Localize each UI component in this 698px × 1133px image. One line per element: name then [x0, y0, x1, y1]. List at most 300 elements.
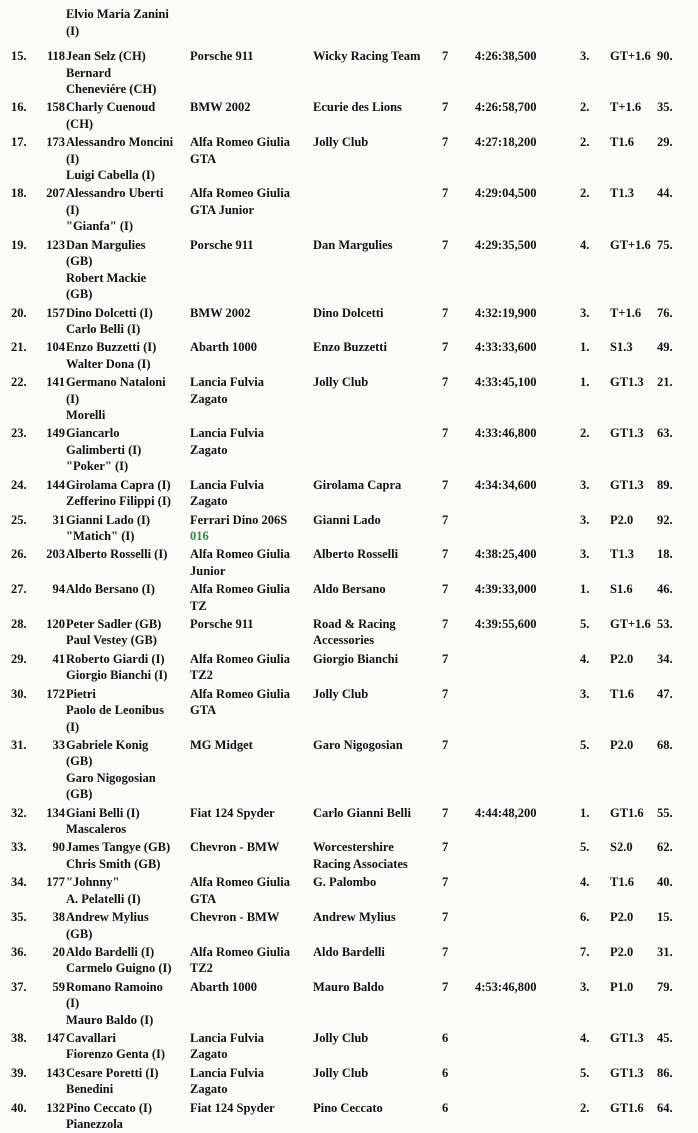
position-number: 30.	[11, 686, 27, 701]
car-model: Porsche 911	[190, 616, 254, 631]
car-model: Lancia Fulvia	[190, 1065, 264, 1080]
race-time: 4:34:34,600	[475, 477, 537, 492]
laps-count: 7	[442, 651, 449, 666]
driver-name: Germano Nataloni	[66, 375, 166, 390]
car-number: 177	[46, 875, 65, 890]
entrant-name: Girolama Capra	[313, 477, 402, 492]
position-number: 17.	[11, 135, 27, 150]
class-name: T1.6	[610, 135, 634, 150]
car-number: 143	[46, 1065, 65, 1080]
class-position: 3.	[580, 547, 590, 562]
class-position: 1.	[580, 340, 590, 355]
position-number: 23.	[11, 426, 27, 441]
driver-name: (CH)	[66, 116, 94, 131]
position-number: 19.	[11, 237, 27, 252]
class-name: P1.0	[610, 979, 634, 994]
driver-name: Pino Ceccato (I)	[66, 1100, 153, 1115]
driver-name: (I)	[66, 151, 80, 166]
driver-name: Cesare Poretti (I)	[66, 1065, 159, 1080]
overall-ref-number: 44.	[657, 186, 673, 201]
class-position: 5.	[580, 1065, 590, 1080]
entrant-name: Road & Racing	[313, 616, 396, 631]
driver-name: Giancarlo	[66, 426, 120, 441]
driver-name: Jean Selz (CH)	[66, 49, 146, 63]
car-model: Porsche 911	[190, 237, 254, 252]
class-position: 3.	[580, 979, 590, 994]
class-position: 2.	[580, 1100, 590, 1115]
driver-name: (I)	[66, 23, 80, 38]
driver-name: Aldo Bardelli (I)	[66, 944, 155, 959]
car-model: Alfa Romeo Giulia	[190, 686, 290, 701]
entrant-name: Garo Nigogosian	[313, 737, 403, 752]
class-position: 2.	[580, 135, 590, 150]
position-number: 27.	[11, 582, 27, 597]
overall-ref-number: 47.	[657, 686, 673, 701]
race-time: 4:26:38,500	[475, 49, 537, 63]
driver-name: (GB)	[66, 287, 93, 302]
car-model: BMW 2002	[190, 100, 251, 115]
driver-name: Alberto Rosselli (I)	[66, 547, 168, 562]
car-number: 207	[46, 186, 65, 201]
class-name: S1.6	[610, 582, 633, 597]
driver-name: Alessandro Uberti	[66, 186, 164, 201]
position-number: 15.	[11, 49, 27, 63]
entrant-name: Jolly Club	[313, 1065, 369, 1080]
laps-count: 7	[442, 237, 449, 252]
class-name: GT1.6	[610, 805, 644, 820]
car-model: GTA	[190, 703, 217, 717]
driver-name: Giorgio Bianchi (I)	[66, 668, 168, 683]
entrant-name: Gianni Lado	[313, 512, 381, 527]
class-position: 6.	[580, 910, 590, 924]
driver-name: Carmelo Guigno (I)	[66, 961, 172, 976]
laps-count: 7	[442, 49, 449, 63]
driver-name: Andrew Mylius	[66, 910, 149, 924]
driver-name: Luigi Cabella (I)	[66, 168, 155, 183]
driver-name: Zefferino Filippi (I)	[66, 494, 171, 509]
laps-count: 7	[442, 477, 449, 492]
car-number: 59	[52, 979, 65, 994]
driver-name: Aldo Bersano (I)	[66, 582, 155, 597]
car-model: Zagato	[190, 1082, 228, 1097]
car-model: TZ	[190, 598, 207, 613]
race-time: 4:38:25,400	[475, 547, 537, 562]
car-model: TZ2	[190, 668, 213, 683]
class-position: 3.	[580, 305, 590, 320]
car-model: Lancia Fulvia	[190, 426, 264, 441]
car-model: Zagato	[190, 1047, 228, 1062]
driver-name: Mauro Baldo (I)	[66, 1012, 154, 1027]
class-position: 5.	[580, 616, 590, 631]
laps-count: 6	[442, 1065, 449, 1080]
overall-ref-number: 62.	[657, 840, 673, 855]
position-number: 36.	[11, 944, 27, 959]
overall-ref-number: 92.	[657, 512, 673, 527]
car-number: 90	[52, 840, 65, 855]
race-time: 4:44:48,200	[475, 805, 537, 820]
class-position: 4.	[580, 875, 590, 890]
driver-name: Pianezzola	[66, 1117, 123, 1131]
entrant-name: Dino Dolcetti	[313, 305, 384, 320]
overall-ref-number: 29.	[657, 135, 673, 150]
car-model: GTA Junior	[190, 202, 255, 217]
car-number: 33	[52, 737, 65, 752]
driver-name: (GB)	[66, 926, 93, 941]
overall-ref-number: 64.	[657, 1100, 673, 1115]
driver-name: Gianni Lado (I)	[66, 512, 151, 527]
car-number: 132	[46, 1100, 65, 1115]
car-number: 31	[52, 512, 65, 527]
class-name: GT+1.6	[610, 237, 651, 252]
race-time: 4:26:58,700	[475, 100, 537, 115]
race-time: 4:27:18,200	[475, 135, 537, 150]
car-model: Zagato	[190, 442, 228, 457]
car-model: Ferrari Dino 206S	[190, 512, 288, 527]
race-time: 4:33:46,800	[475, 426, 537, 441]
car-model: Junior	[190, 563, 226, 578]
driver-name: Mascaleros	[66, 822, 127, 837]
car-model: GTA	[190, 151, 217, 166]
driver-name: James Tangye (GB)	[66, 840, 171, 855]
car-number: 144	[46, 477, 65, 492]
class-name: GT1.3	[610, 426, 644, 441]
overall-ref-number: 63.	[657, 426, 673, 441]
position-number: 21.	[11, 340, 27, 355]
class-name: GT1.3	[610, 1030, 644, 1045]
driver-name: Charly Cuenoud	[66, 100, 156, 115]
overall-ref-number: 55.	[657, 805, 673, 820]
entrant-name: Jolly Club	[313, 135, 369, 150]
laps-count: 7	[442, 512, 449, 527]
laps-count: 7	[442, 686, 449, 701]
driver-name: Gabriele Konig	[66, 737, 149, 752]
entrant-name: Giorgio Bianchi	[313, 651, 399, 666]
car-model: Alfa Romeo Giulia	[190, 944, 290, 959]
car-model: BMW 2002	[190, 305, 251, 320]
driver-name: Chris Smith (GB)	[66, 856, 161, 871]
overall-ref-number: 75.	[657, 237, 673, 252]
race-time: 4:33:33,600	[475, 340, 537, 355]
driver-name: (GB)	[66, 787, 93, 802]
overall-ref-number: 45.	[657, 1030, 673, 1045]
race-time: 4:33:45,100	[475, 375, 537, 390]
car-model: Zagato	[190, 391, 228, 406]
driver-name: Walter Dona (I)	[66, 356, 151, 371]
class-position: 7.	[580, 944, 590, 959]
class-position: 2.	[580, 100, 590, 115]
position-number: 39.	[11, 1065, 27, 1080]
position-number: 35.	[11, 910, 27, 924]
driver-name: Morelli	[66, 408, 106, 423]
class-name: T1.6	[610, 686, 634, 701]
laps-count: 7	[442, 910, 449, 924]
overall-ref-number: 46.	[657, 582, 673, 597]
car-number: 147	[46, 1030, 65, 1045]
position-number: 38.	[11, 1030, 27, 1045]
entrant-name: Wicky Racing Team	[313, 49, 421, 63]
class-name: P2.0	[610, 944, 634, 959]
class-name: GT+1.6	[610, 49, 651, 63]
driver-name: "Johnny"	[66, 875, 120, 890]
class-name: P2.0	[610, 512, 634, 527]
class-position: 4.	[580, 1030, 590, 1045]
race-time: 4:39:33,000	[475, 582, 537, 597]
class-name: S2.0	[610, 840, 633, 855]
position-number: 34.	[11, 875, 27, 890]
position-number: 37.	[11, 979, 27, 994]
overall-ref-number: 79.	[657, 979, 673, 994]
entrant-name: Jolly Club	[313, 1030, 369, 1045]
entrant-name: Accessories	[313, 633, 375, 648]
position-number: 26.	[11, 547, 27, 562]
car-number: 123	[46, 237, 65, 252]
position-number: 32.	[11, 805, 27, 820]
entrant-name: Ecurie des Lions	[313, 100, 402, 115]
driver-name: (I)	[66, 391, 80, 406]
laps-count: 6	[442, 1030, 449, 1045]
laps-count: 7	[442, 305, 449, 320]
driver-name: Bernard	[66, 65, 112, 80]
car-model: Alfa Romeo Giulia	[190, 186, 290, 201]
class-position: 5.	[580, 737, 590, 752]
class-name: GT+1.6	[610, 616, 651, 631]
laps-count: 7	[442, 547, 449, 562]
position-number: 33.	[11, 840, 27, 855]
class-position: 3.	[580, 477, 590, 492]
laps-count: 7	[442, 135, 449, 150]
laps-count: 7	[442, 100, 449, 115]
entrant-name: Worcestershire	[313, 840, 394, 855]
car-model: Chevron - BMW	[190, 840, 280, 855]
driver-name: Roberto Giardi (I)	[66, 651, 165, 666]
class-position: 1.	[580, 375, 590, 390]
race-time: 4:39:55,600	[475, 616, 537, 631]
car-number: 172	[46, 686, 65, 701]
entrant-name: Pino Ceccato	[313, 1100, 383, 1115]
car-model: GTA	[190, 891, 217, 906]
overall-ref-number: 53.	[657, 616, 673, 631]
class-name: GT1.3	[610, 477, 644, 492]
car-number: 134	[46, 805, 65, 820]
car-number: 158	[46, 100, 65, 115]
car-model: Alfa Romeo Giulia	[190, 135, 290, 150]
overall-ref-number: 34.	[657, 651, 673, 666]
overall-ref-number: 21.	[657, 375, 673, 390]
laps-count: 7	[442, 186, 449, 201]
class-name: P2.0	[610, 651, 634, 666]
position-number: 29.	[11, 651, 27, 666]
overall-ref-number: 89.	[657, 477, 673, 492]
laps-count: 7	[442, 805, 449, 820]
driver-name: Garo Nigogosian	[66, 770, 156, 785]
class-position: 2.	[580, 426, 590, 441]
position-number: 16.	[11, 100, 27, 115]
driver-name: A. Pelatelli (I)	[66, 891, 141, 906]
car-model: Lancia Fulvia	[190, 375, 264, 390]
car-model: Fiat 124 Spyder	[190, 805, 275, 820]
class-name: T1.3	[610, 547, 634, 562]
position-number: 25.	[11, 512, 27, 527]
car-number: 38	[52, 910, 65, 924]
driver-name: Paul Vestey (GB)	[66, 633, 157, 648]
laps-count: 7	[442, 979, 449, 994]
class-name: GT1.6	[610, 1100, 644, 1115]
entrant-name: Carlo Gianni Belli	[313, 805, 411, 820]
class-name: P2.0	[610, 910, 634, 924]
driver-name: Giani Belli (I)	[66, 805, 140, 820]
car-model: Porsche 911	[190, 49, 254, 63]
class-name: GT1.3	[610, 375, 644, 390]
entrant-name: Mauro Baldo	[313, 979, 384, 994]
car-model: Alfa Romeo Giulia	[190, 875, 290, 890]
entrant-name: Alberto Rosselli	[313, 547, 399, 562]
entrant-name: G. Palombo	[313, 875, 377, 890]
class-name: T1.6	[610, 875, 634, 890]
driver-name: Fiorenzo Genta (I)	[66, 1047, 166, 1062]
class-name: T1.3	[610, 186, 634, 201]
car-number: 149	[46, 426, 65, 441]
car-number: 203	[46, 547, 65, 562]
laps-count: 7	[442, 737, 449, 752]
laps-count: 7	[442, 375, 449, 390]
position-number: 24.	[11, 477, 27, 492]
car-number: 118	[46, 49, 65, 63]
overall-ref-number: 68.	[657, 737, 673, 752]
laps-count: 7	[442, 840, 449, 855]
entrant-name: Enzo Buzzetti	[313, 340, 387, 355]
entrant-name: Aldo Bardelli	[313, 944, 385, 959]
chassis-number: 016	[190, 529, 209, 543]
driver-name: (I)	[66, 996, 80, 1011]
class-position: 1.	[580, 582, 590, 597]
driver-name: Romano Ramoino	[66, 979, 163, 994]
driver-name: (I)	[66, 719, 80, 734]
driver-name: "Poker" (I)	[66, 459, 129, 474]
car-model: Chevron - BMW	[190, 910, 280, 924]
entrant-name: Andrew Mylius	[313, 910, 396, 924]
class-name: T+1.6	[610, 100, 642, 115]
class-position: 3.	[580, 49, 590, 63]
class-position: 1.	[580, 805, 590, 820]
car-number: 20	[52, 944, 65, 959]
driver-name: (I)	[66, 202, 80, 217]
car-model: Alfa Romeo Giulia	[190, 547, 290, 562]
position-number: 40.	[11, 1100, 27, 1115]
laps-count: 6	[442, 1100, 449, 1115]
laps-count: 7	[442, 340, 449, 355]
driver-name: Pietri	[66, 686, 96, 701]
driver-name: Dino Dolcetti (I)	[66, 305, 153, 320]
position-number: 28.	[11, 616, 27, 631]
car-number: 94	[52, 582, 65, 597]
driver-name: Girolama Capra (I)	[66, 477, 171, 492]
car-number: 157	[46, 305, 65, 320]
driver-name: Enzo Buzzetti (I)	[66, 340, 157, 355]
car-model: Zagato	[190, 494, 228, 509]
position-number: 22.	[11, 375, 27, 390]
class-name: S1.3	[610, 340, 633, 355]
car-model: Alfa Romeo Giulia	[190, 582, 290, 597]
class-position: 3.	[580, 512, 590, 527]
driver-name: "Matich" (I)	[66, 529, 135, 543]
car-number: 41	[52, 651, 65, 666]
car-model: Abarth 1000	[190, 340, 258, 355]
overall-ref-number: 49.	[657, 340, 673, 355]
car-model: Lancia Fulvia	[190, 1030, 264, 1045]
position-number: 20.	[11, 305, 27, 320]
class-position: 5.	[580, 840, 590, 855]
laps-count: 7	[442, 616, 449, 631]
overall-ref-number: 76.	[657, 305, 673, 320]
class-name: T+1.6	[610, 305, 642, 320]
race-time: 4:29:35,500	[475, 237, 537, 252]
overall-ref-number: 86.	[657, 1065, 673, 1080]
car-model: Lancia Fulvia	[190, 477, 264, 492]
laps-count: 7	[442, 944, 449, 959]
car-model: MG Midget	[190, 737, 253, 752]
entrant-name: Dan Margulies	[313, 237, 393, 252]
overall-ref-number: 40.	[657, 875, 673, 890]
position-number: 18.	[11, 186, 27, 201]
driver-name: Galimberti (I)	[66, 442, 142, 457]
laps-count: 7	[442, 582, 449, 597]
car-number: 104	[46, 340, 65, 355]
car-number: 141	[46, 375, 65, 390]
driver-name: Robert Mackie	[66, 270, 147, 285]
car-model: Fiat 124 Spyder	[190, 1100, 275, 1115]
position-number: 31.	[11, 737, 27, 752]
driver-name: "Gianfa" (I)	[66, 219, 134, 234]
class-position: 3.	[580, 686, 590, 701]
overall-ref-number: 31.	[657, 944, 673, 959]
driver-name: Dan Margulies	[66, 237, 146, 252]
overall-ref-number: 35.	[657, 100, 673, 115]
laps-count: 7	[442, 426, 449, 441]
class-position: 4.	[580, 237, 590, 252]
driver-name: Carlo Belli (I)	[66, 322, 141, 336]
class-position: 4.	[580, 651, 590, 666]
car-model: Abarth 1000	[190, 979, 258, 994]
car-model: Alfa Romeo Giulia	[190, 651, 290, 666]
race-time: 4:53:46,800	[475, 979, 537, 994]
driver-name: Alessandro Moncini	[66, 135, 174, 150]
driver-name: Cheneviére (CH)	[66, 82, 157, 96]
class-position: 2.	[580, 186, 590, 201]
overall-ref-number: 15.	[657, 910, 673, 924]
entrant-name: Aldo Bersano	[313, 582, 386, 597]
car-model: TZ2	[190, 961, 213, 976]
overall-ref-number: 18.	[657, 547, 673, 562]
class-name: GT1.3	[610, 1065, 644, 1080]
entrant-name: Racing Associates	[313, 856, 408, 871]
class-name: P2.0	[610, 737, 634, 752]
driver-name: Benedini	[66, 1082, 114, 1097]
driver-name: Cavallari	[66, 1030, 116, 1045]
driver-name: Elvio Maria Zanini	[66, 7, 169, 21]
race-time: 4:29:04,500	[475, 186, 537, 201]
driver-name: (GB)	[66, 254, 93, 269]
overall-ref-number: 90.	[657, 49, 673, 63]
laps-count: 7	[442, 875, 449, 890]
entrant-name: Jolly Club	[313, 375, 369, 390]
car-number: 120	[46, 616, 65, 631]
entrant-name: Jolly Club	[313, 686, 369, 701]
driver-name: (GB)	[66, 754, 93, 769]
driver-name: Paolo de Leonibus	[66, 703, 164, 717]
car-number: 173	[46, 135, 65, 150]
driver-name: Peter Sadler (GB)	[66, 616, 162, 631]
race-time: 4:32:19,900	[475, 305, 537, 320]
